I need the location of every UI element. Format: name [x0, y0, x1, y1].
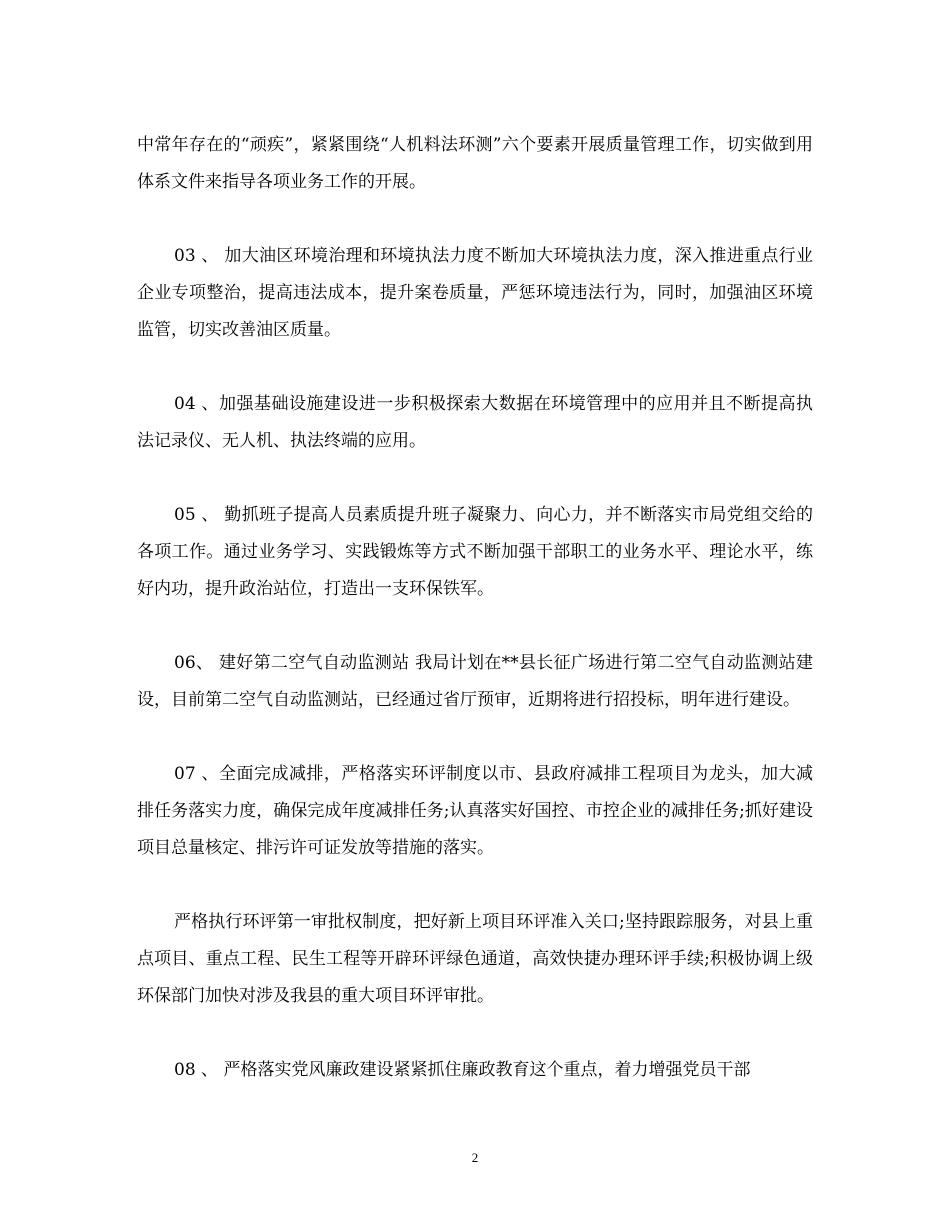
- paragraph-item-06: 06、 建好第二空气自动监测站 我局计划在**县长征广场进行第二空气自动监测站建设，目前第二空气自动监测站，已经通过省厅预审，近期将进行招投标，明年进行建设。: [137, 653, 813, 710]
- document-body: [137, 127, 813, 1126]
- paragraph-eia-approval: 严格执行环评第一审批权制度，把好新上项目环评准入关口;坚持跟踪服务，对县上重点项目、重点工程、民生工程等开辟环评绿色通道，高效快捷办理环评手续;积极协调上级环保部门加快对涉及我县的重大项目环评审批。: [137, 912, 813, 1006]
- paragraph-item-04: 04 、加强基础设施建设进一步积极探索大数据在环境管理中的应用并且不断提高执法记录仪、无人机、执法终端的应用。: [137, 394, 813, 451]
- paragraph-item-05: 05 、 勤抓班子提高人员素质提升班子凝聚力、向心力，并不断落实市局党组交给的各项工作。通过业务学习、实践锻炼等方式不断加强干部职工的业务水平、理论水平，练好内功，提升政治站位，打造出一支环保铁军。: [137, 505, 813, 599]
- paragraph-item-08: 08 、 严格落实党风廉政建设紧紧抓住廉政教育这个重点，着力增强党员干部: [174, 1060, 751, 1080]
- paragraph-item-07: 07 、全面完成减排，严格落实环评制度以市、县政府减排工程项目为龙头，加大减排任务落实力度，确保完成年度减排任务;认真落实好国控、市控企业的减排任务;抓好建设项目总量核定、排污许可证发放等措施的落实。: [137, 764, 813, 858]
- page-number: 2: [471, 1150, 479, 1165]
- paragraph-continuation: 中常年存在的“顽疾”，紧紧围绕“人机料法环测”六个要素开展质量管理工作，切实做到用体系文件来指导各项业务工作的开展。: [137, 135, 813, 192]
- paragraph-item-03: 03 、 加大油区环境治理和环境执法力度不断加大环境执法力度，深入推进重点行业企业专项整治，提高违法成本，提升案卷质量，严惩环境违法行为，同时，加强油区环境监管，切实改善油区质量。: [137, 246, 813, 340]
